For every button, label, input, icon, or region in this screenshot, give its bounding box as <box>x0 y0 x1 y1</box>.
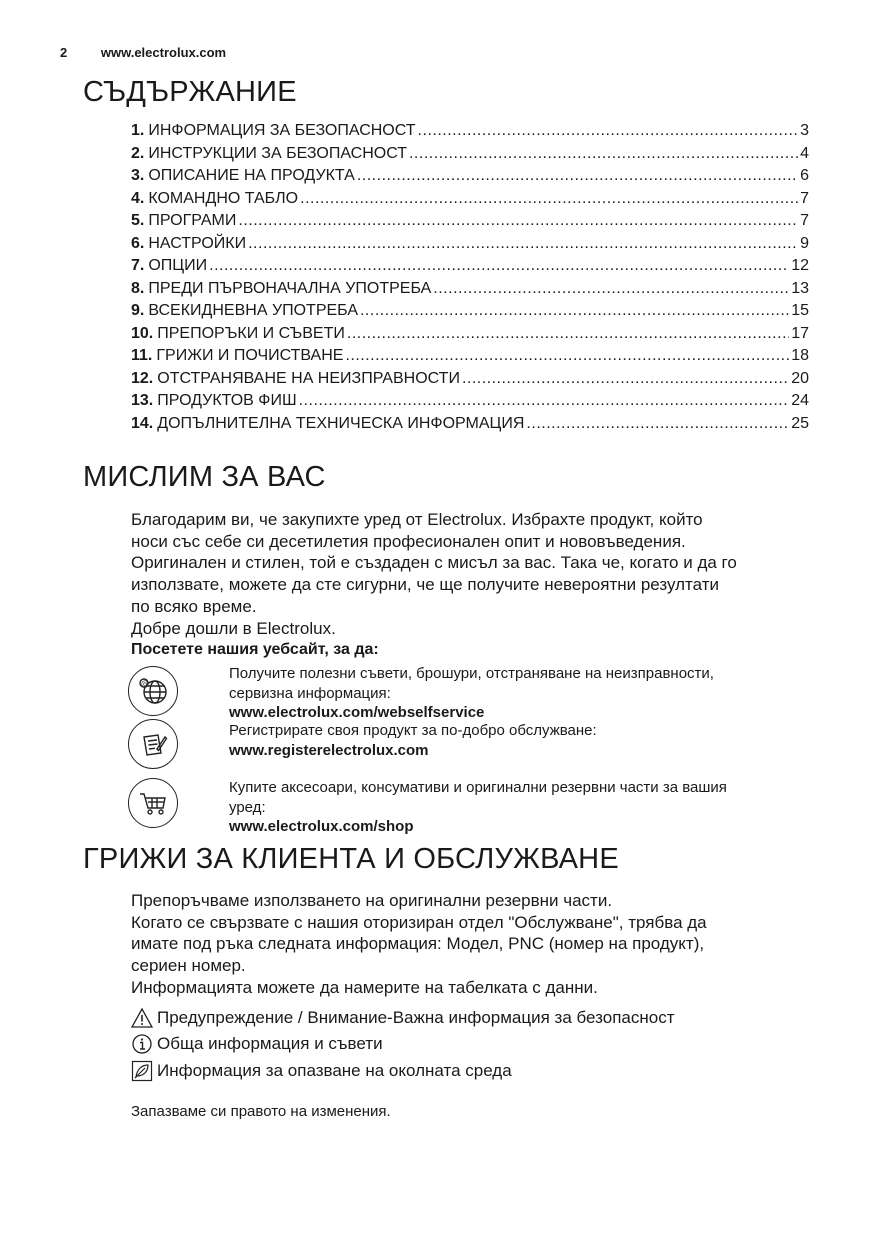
intro-line: Оригинален и стилен, той е създаден с мисъл за вас. Така че, когато и да го <box>131 553 737 573</box>
care-line: Информацията можете да намерите на табелката с данни. <box>131 977 598 997</box>
toc-dot-leader <box>209 257 789 275</box>
visit-text <box>229 664 819 723</box>
visit-heading: Посетете нашия уебсайт, за да: <box>131 641 379 659</box>
intro-text <box>131 509 821 661</box>
toc-item-number: 3. <box>131 167 145 184</box>
site-link[interactable]: www.electrolux.com <box>100 45 227 60</box>
toc-item-number: 13. <box>131 392 154 409</box>
care-line: Когато се свързвате с нашия оторизиран отдел "Обслужване", трябва да <box>131 912 707 932</box>
toc-dot-leader <box>357 167 798 185</box>
shop-link[interactable]: www.electrolux.com/shop <box>229 818 414 835</box>
toc-item-label: ОПИСАНИЕ НА ПРОДУКТА <box>148 167 355 184</box>
toc-item-page: 12 <box>791 257 809 274</box>
toc-item-number: 10. <box>131 324 154 342</box>
intro-line: използвате, можете да сте сигурни, че ще получите невероятни резултати <box>131 575 719 595</box>
legend-environment <box>131 1058 821 1085</box>
toc-item-label: ОТСТРАНЯВАНЕ НА НЕИЗПРАВНОСТИ <box>157 369 460 387</box>
care-line: Препоръчваме използването на оригинални резервни части. <box>131 891 613 910</box>
visit-line: Купите аксесоари, консумативи и оригинални резервни части за вашия <box>229 779 727 796</box>
toc-item-label: ОПЦИИ <box>148 257 208 274</box>
info-icon <box>131 1033 153 1055</box>
toc-item[interactable] <box>131 167 809 190</box>
toc-item[interactable] <box>131 145 809 168</box>
toc-item-page: 7 <box>800 212 809 229</box>
customer-care-title: ГРИЖИ ЗА КЛИЕНТА И ОБСЛУЖВАНЕ <box>83 843 619 875</box>
register-icon <box>128 719 178 769</box>
toc-dot-leader <box>238 212 798 230</box>
toc-item[interactable] <box>131 257 809 280</box>
toc-item-page: 4 <box>800 144 809 162</box>
toc-item-number: 1. <box>131 122 145 139</box>
toc-dot-leader <box>360 302 789 320</box>
care-line: имате под ръка следната информация: Модел, PNC (номер на продукт), <box>131 934 705 954</box>
toc-item-page: 6 <box>800 167 809 184</box>
toc-item-label: НАСТРОЙКИ <box>148 234 247 252</box>
toc-item[interactable] <box>131 122 809 145</box>
toc-item-number: 11. <box>131 347 153 364</box>
toc-item-label: ПРЕДИ ПЪРВОНАЧАЛНА УПОТРЕБА <box>148 279 432 297</box>
toc-item-number: 7. <box>131 257 145 274</box>
toc-item[interactable] <box>131 212 809 235</box>
toc-dot-leader <box>299 392 790 410</box>
toc-dot-leader <box>409 145 798 163</box>
leaf-icon <box>131 1060 153 1082</box>
toc-item-page: 18 <box>791 347 809 364</box>
toc-item-label: ВСЕКИДНЕВНА УПОТРЕБА <box>148 302 358 319</box>
toc-item-page: 17 <box>791 324 809 342</box>
care-line: сериен номер. <box>131 956 246 976</box>
toc-item-page: 25 <box>791 414 809 432</box>
toc-item[interactable] <box>131 280 809 303</box>
visit-text <box>229 721 819 760</box>
toc-item-page: 24 <box>791 392 809 409</box>
toc-item-label: ПРОДУКТОВ ФИШ <box>157 392 297 409</box>
toc-dot-leader <box>462 370 789 388</box>
toc-item-number: 5. <box>131 212 145 229</box>
toc-item-number: 12. <box>131 369 154 387</box>
toc-item-label: ИНСТРУКЦИИ ЗА БЕЗОПАСНОСТ <box>148 144 407 162</box>
toc-item-label: ГРИЖИ И ПОЧИСТВАНЕ <box>156 347 344 364</box>
toc-dot-leader <box>526 415 789 433</box>
intro-line: по всяко време. <box>131 596 257 616</box>
intro-line: Добре дошли в Electrolux. <box>131 618 336 638</box>
toc-item-number: 8. <box>131 279 145 297</box>
toc-item-label: ПРЕПОРЪКИ И СЪВЕТИ <box>157 324 345 342</box>
toc-item-page: 3 <box>800 122 809 139</box>
toc-item-page: 9 <box>800 234 809 252</box>
legend-warning <box>131 1005 821 1032</box>
toc-item-label: ПРОГРАМИ <box>148 212 237 229</box>
visit-line: сервизна информация: <box>229 684 391 702</box>
toc-dot-leader <box>248 235 798 253</box>
support-link[interactable]: www.electrolux.com/webselfservice <box>229 704 485 721</box>
toc-dot-leader <box>418 122 799 140</box>
legend-label: Предупреждение / Внимание-Важна информация за безопасност <box>157 1007 675 1027</box>
warning-icon <box>131 1007 153 1029</box>
page-header <box>60 45 226 60</box>
register-link[interactable]: www.registerelectrolux.com <box>229 741 429 759</box>
toc-item[interactable] <box>131 392 809 415</box>
toc-item-number: 2. <box>131 144 145 162</box>
toc-item-label: ДОПЪЛНИТЕЛНА ТЕХНИЧЕСКА ИНФОРМАЦИЯ <box>157 414 525 432</box>
toc-dot-leader <box>347 325 789 343</box>
visit-text <box>229 778 819 837</box>
customer-care-text <box>131 890 821 1084</box>
toc-item-page: 20 <box>791 369 809 387</box>
toc-item[interactable] <box>131 325 809 348</box>
toc-item-page: 15 <box>791 302 809 319</box>
toc-dot-leader <box>433 280 789 298</box>
toc-item-page: 7 <box>800 189 809 207</box>
toc-title: СЪДЪРЖАНИЕ <box>83 76 297 108</box>
toc-item-label: ИНФОРМАЦИЯ ЗА БЕЗОПАСНОСТ <box>148 122 416 139</box>
svg-text:@: @ <box>141 679 149 688</box>
visit-line: Получите полезни съвети, брошури, отстраняване на неизправности, <box>229 665 714 682</box>
footer-note: Запазваме си правото на изменения. <box>131 1103 391 1120</box>
toc-item[interactable] <box>131 370 809 393</box>
globe-icon <box>128 666 178 716</box>
page-number: 2 <box>60 45 68 60</box>
toc-item-number: 6. <box>131 234 145 252</box>
shopping-cart-icon <box>128 778 178 828</box>
toc-dot-leader <box>345 347 789 365</box>
toc-item-number: 14. <box>131 414 154 432</box>
thinking-of-you-title: МИСЛИМ ЗА ВАС <box>83 461 326 493</box>
visit-line: уред: <box>229 798 266 816</box>
toc-dot-leader <box>300 190 798 208</box>
legend-info <box>131 1031 821 1058</box>
toc-item[interactable] <box>131 235 809 258</box>
toc-item[interactable] <box>131 190 809 213</box>
toc-item-page: 13 <box>791 279 809 297</box>
legend-label: Обща информация и съвети <box>157 1034 383 1054</box>
toc-item-label: КОМАНДНО ТАБЛО <box>148 189 299 207</box>
table-of-contents <box>131 122 809 437</box>
intro-line: Благодарим ви, че закупихте уред от Electrolux. Избрахте продукт, който <box>131 510 703 529</box>
toc-item-number: 4. <box>131 189 145 207</box>
legend-label: Информация за опазване на околната среда <box>157 1060 512 1080</box>
toc-item[interactable] <box>131 302 809 325</box>
toc-item[interactable] <box>131 415 809 438</box>
visit-line: Регистрирате своя продукт за по-добро обслужване: <box>229 722 597 739</box>
intro-line: носи със себе си десетилетия професионален опит и нововъведения. <box>131 531 686 551</box>
toc-item-number: 9. <box>131 302 145 319</box>
toc-item[interactable] <box>131 347 809 370</box>
